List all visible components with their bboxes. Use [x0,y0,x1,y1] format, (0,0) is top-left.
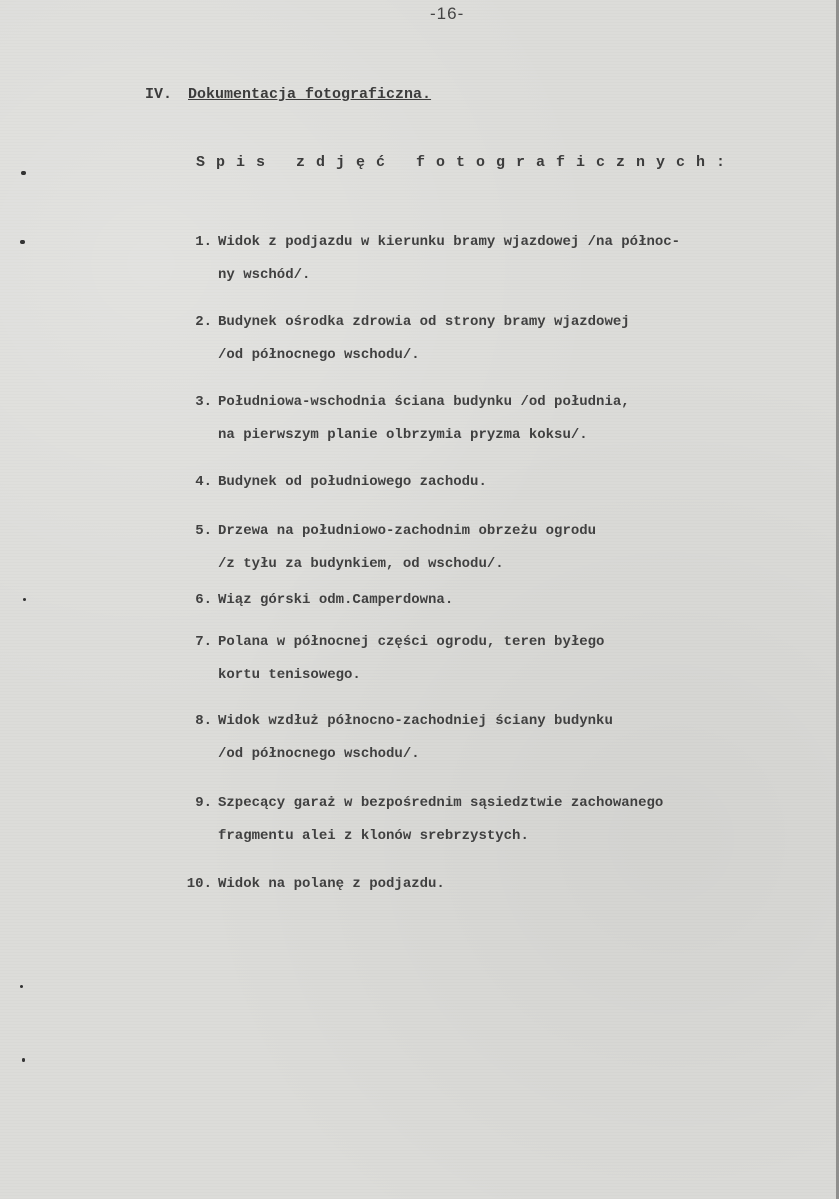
list-item [160,226,800,292]
list-item-text: Budynek od południowego zachodu. [218,474,487,490]
list-item-number: 4. [195,474,212,490]
section-number: IV. [145,86,173,103]
list-title: Spis zdjęć fotograficznych: [196,154,737,171]
list-item [160,515,800,581]
list-item [160,306,800,372]
section-heading [145,86,431,103]
list-item-text: Polana w północnej części ogrodu, teren byłego kortu tenisowego. [218,634,605,683]
list-item [160,787,800,853]
list-item-number: 10. [186,876,212,892]
list-item-text: Widok z podjazdu w kierunku bramy wjazdowej /na północ- ny wschód/. [218,234,681,283]
list-item [160,868,800,901]
section-title: Dokumentacja fotograficzna. [188,86,432,103]
margin-speck [21,171,26,175]
list-item-number: 8. [195,713,212,729]
list-item [160,466,800,499]
margin-speck [23,598,26,601]
list-item-number: 5. [195,523,212,539]
list-item [160,705,800,771]
list-item-number: 6. [195,592,212,608]
list-item-text: Widok wzdłuż północno-zachodniej ściany budynku /od północnego wschodu/. [218,713,613,762]
list-item-number: 7. [195,634,212,650]
page-number: -16- [430,4,465,23]
list-item-text: Wiąz górski odm.Camperdowna. [218,592,454,608]
list-item [160,584,800,617]
list-item-text: Budynek ośrodka zdrowia od strony bramy wjazdowej /od północnego wschodu/. [218,314,630,363]
margin-speck [22,1058,25,1062]
list-item [160,386,800,452]
list-item-text: Południowa-wschodnia ściana budynku /od południa, na pierwszym planie olbrzymia pryzma koksu/. [218,394,630,443]
margin-speck [20,985,23,988]
list-item-text: Szpecący garaż w bezpośrednim sąsiedztwie zachowanego fragmentu alei z klonów srebrzystych. [218,795,664,844]
list-item-text: Drzewa na południowo-zachodnim obrzeżu ogrodu /z tyłu za budynkiem, od wschodu/. [218,523,597,572]
list-item-number: 3. [195,394,212,410]
list-item-number: 1. [195,234,212,250]
list-item-number: 9. [195,795,212,811]
list-item [160,626,800,692]
margin-speck [20,240,25,244]
list-item-text: Widok na polanę z podjazdu. [218,876,445,892]
list-item-number: 2. [195,314,212,330]
